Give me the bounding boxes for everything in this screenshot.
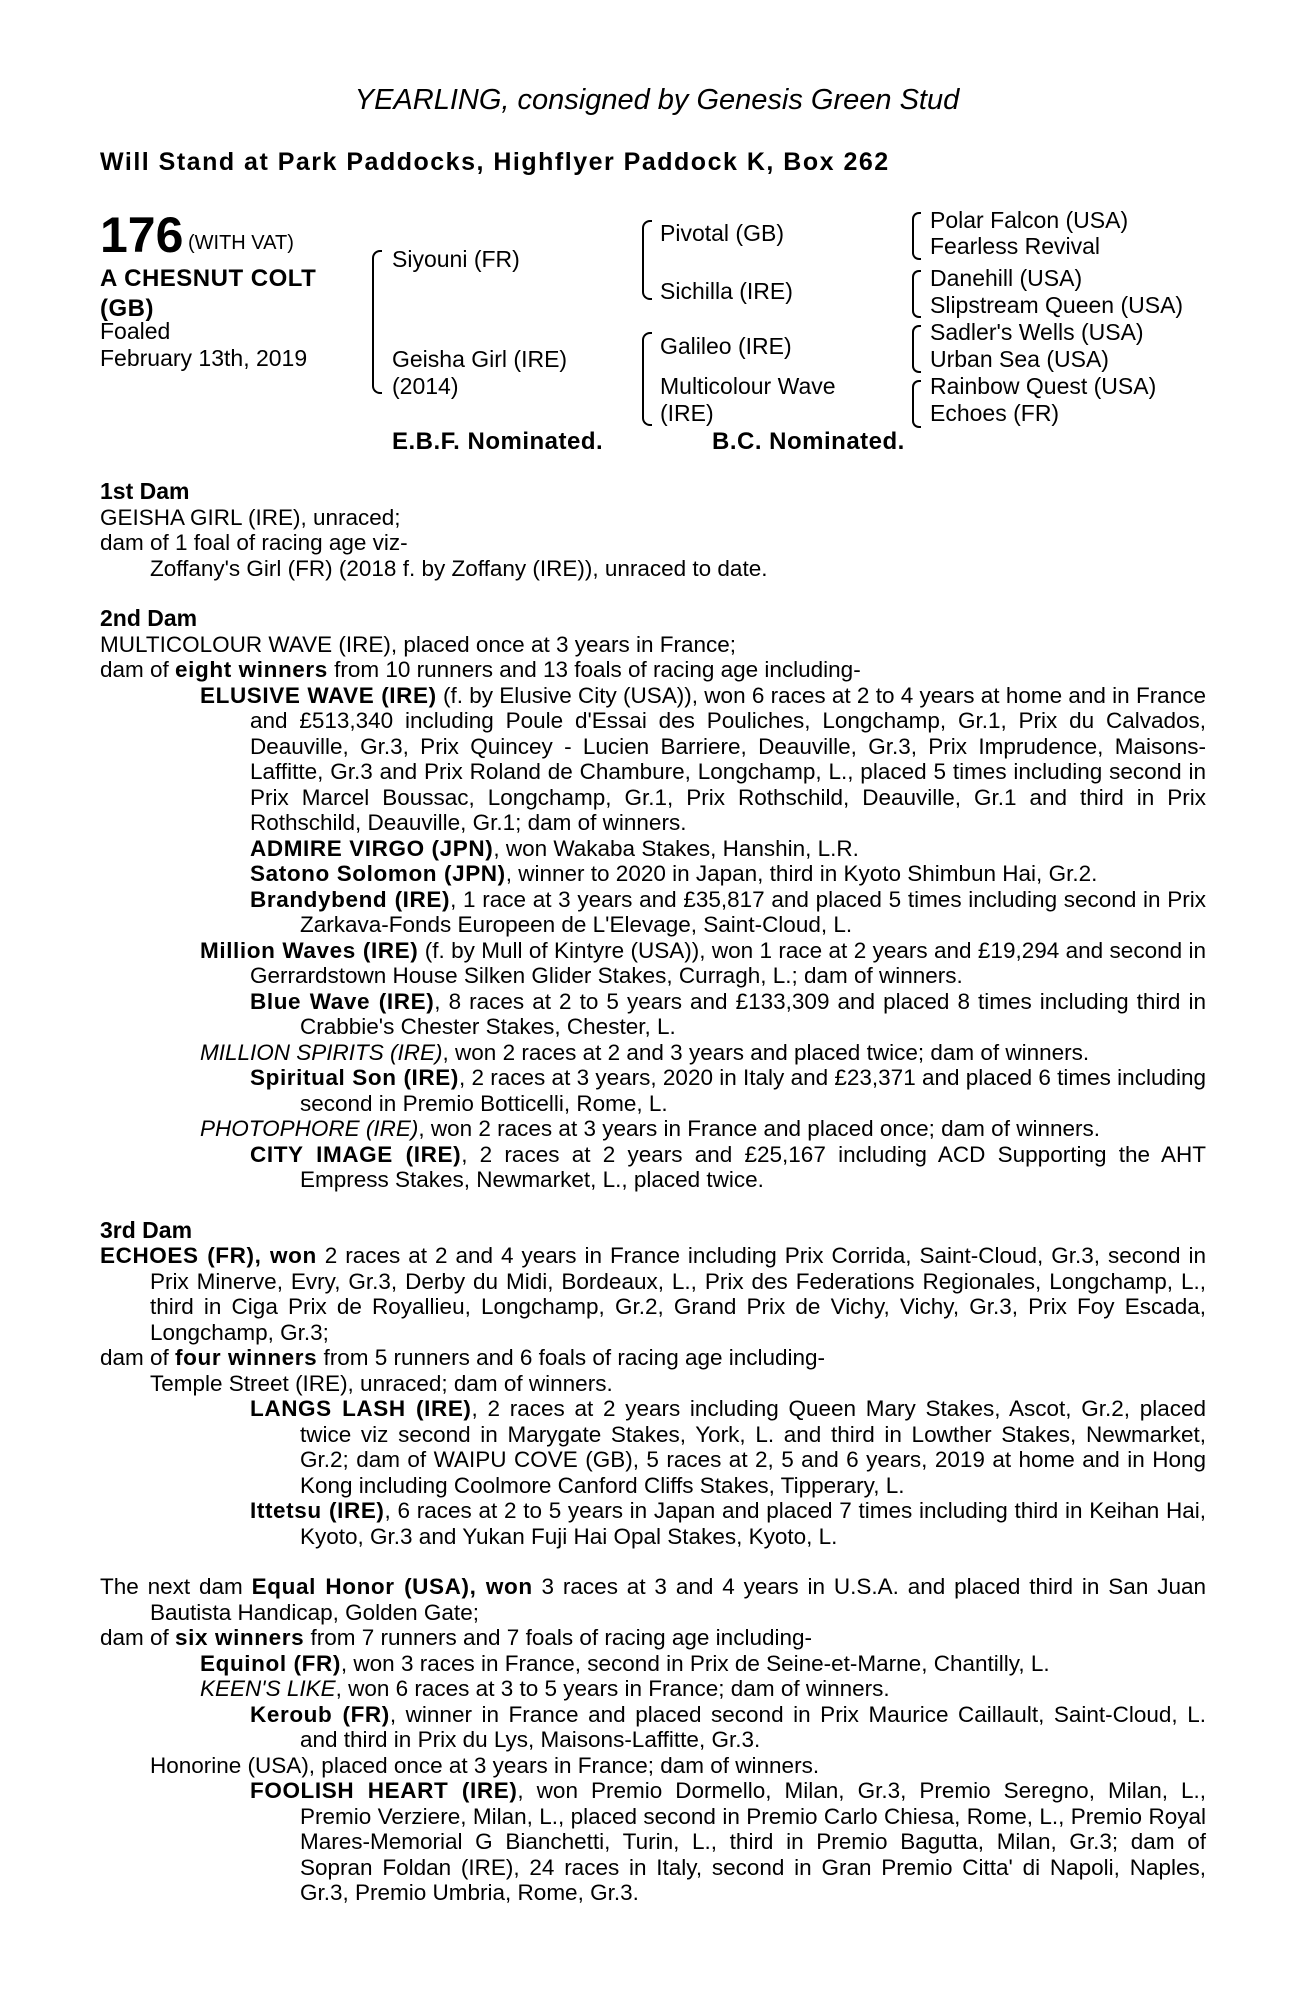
first-dam-line-1: GEISHA GIRL (IRE), unraced; — [100, 504, 401, 530]
sex-line-1: A CHESNUT COLT — [100, 265, 317, 292]
progeny-entry: CITY IMAGE (IRE), 2 races at 2 years and £25,167 including ACD Supporting the AHT Empress Stakes, Newmarket, L., placed twice. — [250, 1141, 1206, 1192]
pedigree-g5: Sadler's Wells (USA) — [930, 319, 1144, 345]
progeny-entry: FOOLISH HEART (IRE), won Premio Dormello, Milan, Gr.3, Premio Seregno, Milan, L., Premio Verziere, Milan, L., placed second in Premio Carlo Chiesa, Rome, L., Premio Royal Mares-Memorial G Bianchetti, Turin, L., third in Premio Bagutta, Milan, Gr.3; dam of Sopran Foldan (IRE), 24 races in Italy, second in Gran Premio Citta' di Napoli, Naples, Gr.3, Premio Umbria, Rome, Gr.3. — [250, 1778, 1206, 1905]
first-dam-section — [100, 479, 1206, 581]
third-dam-heading: 3rd Dam — [100, 1216, 193, 1243]
first-dam-line-2: dam of 1 foal of racing age viz- — [100, 530, 408, 555]
family-body — [100, 479, 1206, 1906]
brace-1 — [372, 250, 382, 394]
second-dam-heading: 2nd Dam — [100, 605, 198, 631]
progeny-entry: MILLION SPIRITS (IRE), won 2 races at 2 and 3 years and placed twice; dam of winners. — [200, 1039, 1090, 1065]
progeny-entry: Satono Solomon (JPN), winner to 2020 in Japan, third in Kyoto Shimbun Hai, Gr.2. — [250, 861, 1098, 886]
pedigree-g1: Polar Falcon (USA) — [930, 207, 1129, 233]
pedigree-dam-1: Geisha Girl (IRE) — [392, 346, 568, 372]
pedigree-g3: Danehill (USA) — [930, 265, 1083, 291]
progeny-entry: Brandybend (IRE), 1 race at 3 years and £35,817 and placed 5 times including second in Prix Zarkava-Fonds Europeen de L'Elevage, Saint-Cloud, L. — [250, 886, 1206, 937]
pedigree-sire-dam: Sichilla (IRE) — [660, 278, 793, 304]
progeny-entry: ADMIRE VIRGO (JPN), won Wakaba Stakes, Hanshin, L.R. — [250, 835, 859, 861]
horse-description — [100, 264, 316, 324]
progeny-entry: PHOTOPHORE (IRE), won 2 races at 3 years in France and placed once; dam of winners. — [200, 1116, 1100, 1141]
second-dam-line-1: MULTICOLOUR WAVE (IRE), placed once at 3 years in France; — [100, 631, 737, 657]
pedigree-dam-sire: Galileo (IRE) — [660, 333, 792, 359]
lot-number: 176 — [100, 207, 184, 263]
foaled-date: February 13th, 2019 — [100, 345, 308, 371]
consignment-line: YEARLING, consigned by Genesis Green Stud — [354, 84, 960, 116]
progeny-entry: LANGS LASH (IRE), 2 races at 2 years including Queen Mary Stakes, Ascot, Gr.2, placed twice viz second in Marygate Stakes, York, L. and third in Lowther Stakes, Newmarket, Gr.2; dam of WAIPU COVE (GB), 5 races at 2, 5 and 6 years, 2019 at home and in Hong Kong including Coolmore Canford Cliffs Stakes, Tipperary, L. — [250, 1396, 1206, 1498]
next-dam-line-2: dam of six winners from 7 runners and 7 foals of racing age including- — [100, 1625, 812, 1650]
progeny-entry: Blue Wave (IRE), 8 races at 2 to 5 years and £133,309 and placed 8 times including third in Crabbie's Chester Stakes, Chester, L. — [250, 988, 1206, 1039]
next-dam-line-1: The next dam Equal Honor (USA), won 3 races at 3 and 4 years in U.S.A. and placed third in San Juan Bautista Handicap, Golden Gate; — [100, 1574, 1206, 1625]
second-dam-line-2: dam of eight winners from 10 runners and 13 foals of racing age including- — [100, 657, 861, 682]
progeny-entry: Honorine (USA), placed once at 3 years in France; dam of winners. — [150, 1752, 820, 1778]
third-dam-section — [100, 1218, 1206, 1550]
ebf-nominated: E.B.F. Nominated. — [392, 428, 604, 455]
brace-2b — [642, 332, 652, 426]
pedigree-g7: Rainbow Quest (USA) — [930, 373, 1157, 399]
pedigree-dam-dam-1: Multicolour Wave — [660, 373, 836, 399]
bc-nominated: B.C. Nominated. — [712, 428, 905, 455]
second-dam-section — [100, 606, 1206, 1193]
brace-3b — [912, 270, 921, 318]
progeny-entry: Million Waves (IRE) (f. by Mull of Kintyre (USA)), won 1 race at 2 years and £19,294 and second in Gerrardstown House Silken Glider Stakes, Curragh, L.; dam of winners. — [200, 937, 1206, 988]
first-dam-line-3: Zoffany's Girl (FR) (2018 f. by Zoffany (IRE)), unraced to date. — [150, 555, 768, 581]
sex-line-2: (GB) — [100, 295, 154, 322]
brace-2a — [642, 220, 652, 300]
pedigree-dam-2: (2014) — [392, 373, 459, 399]
brace-3d — [912, 380, 921, 428]
progeny-entry: Spiritual Son (IRE), 2 races at 3 years, 2020 in Italy and £23,371 and placed 6 times including second in Premio Botticelli, Rome, L. — [250, 1065, 1206, 1116]
pedigree-sire-sire: Pivotal (GB) — [660, 220, 784, 246]
pedigree-g6: Urban Sea (USA) — [930, 346, 1109, 372]
pedigree-dam-dam-2: (IRE) — [660, 400, 714, 426]
pedigree-sire: Siyouni (FR) — [392, 246, 520, 272]
pedigree-g2: Fearless Revival — [930, 233, 1100, 259]
progeny-entry: KEEN'S LIKE, won 6 races at 3 to 5 years in France; dam of winners. — [200, 1676, 890, 1701]
third-dam-line-2: dam of four winners from 5 runners and 6 foals of racing age including- — [100, 1345, 826, 1370]
pedigree-g8: Echoes (FR) — [930, 400, 1060, 426]
progeny-entry: Temple Street (IRE), unraced; dam of winners. — [150, 1370, 613, 1396]
third-dam-line-1: ECHOES (FR), won 2 races at 2 and 4 years in France including Prix Corrida, Saint-Cloud, Gr.3, second in Prix Minerve, Evry, Gr.3, Derby du Midi, Bordeaux, L., Prix des Federations Regionales, Longchamp, L., third in Ciga Prix de Royallieu, Longchamp, Gr.2, Grand Prix de Vichy, Vichy, Gr.3, Prix Foy Escada, Longchamp, Gr.3; — [100, 1243, 1207, 1345]
foaled-block — [100, 318, 307, 372]
stand-location: Will Stand at Park Paddocks, Highflyer Paddock K, Box 262 — [100, 148, 890, 176]
foaled-label: Foaled — [100, 318, 171, 344]
progeny-entry: ELUSIVE WAVE (IRE) (f. by Elusive City (USA)), won 6 races at 2 to 4 years at home and in France and £513,340 including Poule d'Essai des Pouliches, Longchamp, Gr.1, Prix du Calvados, Deauville, Gr.3, Prix Quincey - Lucien Barriere, Deauville, Gr.3, Prix Imprudence, Maisons-Laffitte, Gr.3 and Prix Roland de Chambure, Longchamp, L., placed 5 times including second in Prix Marcel Boussac, Longchamp, Gr.1, Prix Rothschild, Deauville, Gr.1 and third in Prix Rothschild, Deauville, Gr.1; dam of winners. — [200, 682, 1206, 835]
brace-3c — [912, 325, 921, 373]
pedigree-g4: Slipstream Queen (USA) — [930, 292, 1184, 318]
next-dam-section — [100, 1574, 1206, 1906]
vat-note: (WITH VAT) — [188, 232, 294, 254]
progeny-entry: Keroub (FR), winner in France and placed second in Prix Maurice Caillault, Saint-Cloud, L. and third in Prix du Lys, Maisons-Laffitte, Gr.3. — [250, 1701, 1206, 1752]
first-dam-heading: 1st Dam — [100, 478, 190, 504]
progeny-entry: Ittetsu (IRE), 6 races at 2 to 5 years in Japan and placed 7 times including third in Keihan Hai, Kyoto, Gr.3 and Yukan Fuji Hai Opal Stakes, Kyoto, L. — [250, 1498, 1207, 1549]
progeny-entry: Equinol (FR), won 3 races in France, second in Prix de Seine-et-Marne, Chantilly, L. — [200, 1650, 1050, 1676]
brace-3a — [912, 212, 921, 260]
